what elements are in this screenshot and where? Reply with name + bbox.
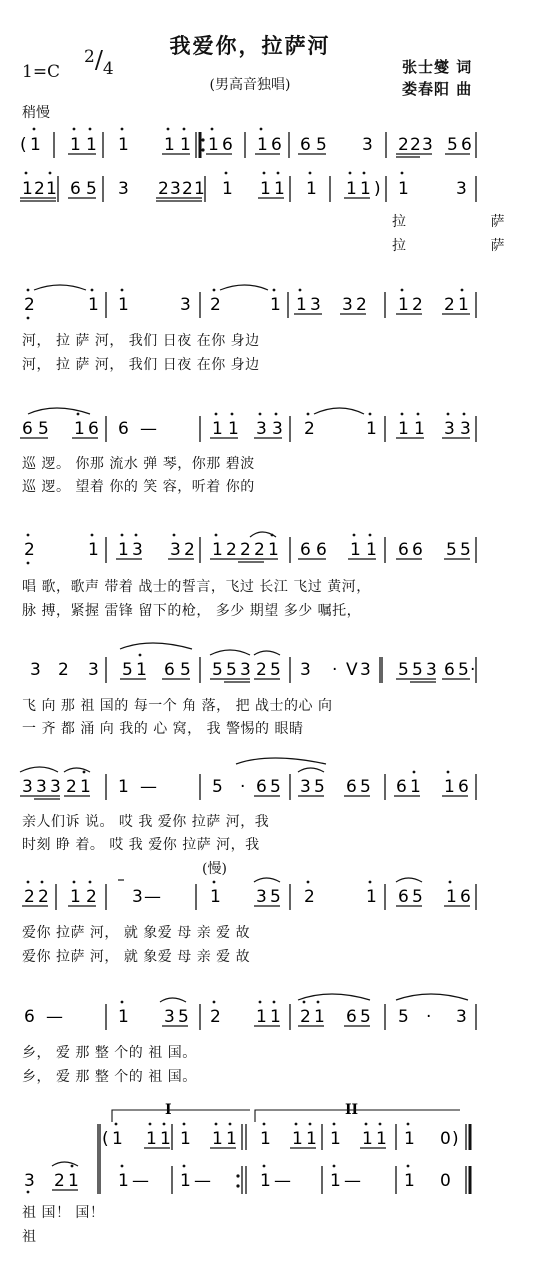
svg-text:1: 1 [74,419,85,439]
svg-text:3: 3 [426,660,437,680]
svg-text:(: ( [20,135,27,155]
staff-system-1 [0,120,500,170]
svg-text:1: 1 [330,1129,341,1149]
lyric-system-5-verse-2: 脉 搏，紧握 雷锋 留下的枪， 多少 期望 多少 嘱托， [22,603,362,619]
svg-text:6: 6 [398,887,409,907]
svg-text:·: · [470,660,476,680]
svg-text:1: 1 [366,419,377,439]
svg-text:5: 5 [412,887,423,907]
svg-text:1: 1 [180,1171,191,1191]
svg-text:1: 1 [376,1129,387,1149]
lyric-system-2-verse-2: 拉 萨 [392,238,544,254]
svg-text:—: — [132,1171,149,1191]
svg-text:1: 1 [260,1171,271,1191]
svg-text:1: 1 [194,179,205,199]
svg-text:1: 1 [260,179,271,199]
svg-text:—: — [140,419,157,439]
svg-text:6: 6 [24,1007,35,1027]
svg-text:1: 1 [410,777,421,797]
svg-text:2: 2 [34,179,45,199]
svg-text:2: 2 [24,887,35,907]
svg-text:1: 1 [306,1129,317,1149]
svg-text:2: 2 [66,777,77,797]
svg-text:1: 1 [136,660,147,680]
svg-text:5: 5 [412,660,423,680]
svg-text:1: 1 [228,419,239,439]
svg-text:1: 1 [212,1129,223,1149]
svg-text:1: 1 [210,887,221,907]
svg-text:2: 2 [398,135,409,155]
lyric-system-9-verse-1: 乡， 爱 那 整 个的 祖 国。 [22,1045,197,1061]
svg-text:1: 1 [46,179,57,199]
svg-text:1: 1 [306,179,317,199]
svg-text:2: 2 [410,135,421,155]
svg-text:2: 2 [184,540,195,560]
svg-text:1: 1 [118,1171,129,1191]
svg-text:3: 3 [300,777,311,797]
svg-text:1: 1 [398,295,409,315]
svg-text:—: — [144,887,161,907]
svg-text:5: 5 [447,135,458,155]
svg-text:1: 1 [118,540,129,560]
time-signature-bottom: 4 [102,59,114,79]
svg-text:1: 1 [118,1007,129,1027]
lyric-system-3-verse-1: 河， 拉 萨 河， 我们 日夜 在你 身边 [22,333,260,349]
svg-text:—: — [46,1007,63,1027]
svg-text:5: 5 [458,660,469,680]
svg-text:1: 1 [360,179,371,199]
lyric-system-10-verse-2: 祖 [22,1229,37,1245]
svg-text:1: 1 [366,540,377,560]
svg-text:6: 6 [458,777,469,797]
svg-text:6: 6 [346,777,357,797]
svg-text:6: 6 [300,540,311,560]
svg-text:1: 1 [22,179,33,199]
svg-text:5: 5 [316,135,327,155]
svg-text:6: 6 [460,887,471,907]
svg-text:3: 3 [456,179,467,199]
svg-text:1: 1 [256,1007,267,1027]
svg-text:5: 5 [314,777,325,797]
song-subtitle: (男高音独唱) [209,77,291,93]
svg-text:1: 1 [257,135,268,155]
svg-text:1: 1 [118,135,129,155]
svg-text:6: 6 [256,777,267,797]
svg-text:5: 5 [398,660,409,680]
staff-system-6 [0,645,500,690]
svg-text:1: 1 [70,887,81,907]
svg-text:): ) [452,1129,459,1149]
svg-text:1: 1 [292,1129,303,1149]
lyricist-credit: 张士燮 词 [402,58,473,76]
svg-text:6: 6 [300,135,311,155]
svg-text:—: — [140,777,157,797]
lyric-system-5-verse-1: 唱 歌，歌声 带着 战士的誓言，飞过 长江 飞过 黄河， [22,579,371,595]
svg-text:5: 5 [460,540,471,560]
svg-text:1: 1 [362,1129,373,1149]
svg-text:3: 3 [36,777,47,797]
svg-text:6: 6 [316,540,327,560]
svg-text:1: 1 [414,419,425,439]
svg-text:3: 3 [88,660,99,680]
svg-text:1: 1 [296,295,307,315]
staff-system-4 [0,404,500,449]
staff-system-7 [0,762,500,807]
time-signature-top: 2 [84,47,95,67]
svg-text:2: 2 [182,179,193,199]
tempo-change-marking: (慢) [202,861,227,877]
svg-text:1: 1 [164,135,175,155]
key-signature: 1=C [22,62,61,82]
svg-text:3: 3 [444,419,455,439]
svg-text:2: 2 [254,540,265,560]
svg-text:1: 1 [270,1007,281,1027]
svg-text:3: 3 [360,660,371,680]
svg-text:1: 1 [226,1129,237,1149]
svg-text:3: 3 [170,179,181,199]
svg-text:3: 3 [24,1171,35,1191]
svg-text:1: 1 [314,1007,325,1027]
svg-text:3: 3 [132,887,143,907]
lyric-system-6-verse-2: 一 齐 都 涌 向 我的 心 窝， 我 警惕的 眼睛 [22,721,304,737]
svg-text:6: 6 [396,777,407,797]
svg-text:3: 3 [22,777,33,797]
svg-text:1: 1 [268,540,279,560]
svg-text:1: 1 [350,540,361,560]
lyric-system-4-verse-1: 巡 逻。 你那 流水 弹 琴，你那 碧波 [22,456,255,472]
svg-text:2: 2 [86,887,97,907]
lyric-system-7-verse-2: 时刻 睁 着。 哎 我 爱你 拉萨 河，我 [22,837,260,853]
staff-system-9 [0,992,500,1037]
svg-text:1: 1 [404,1171,415,1191]
svg-text:2: 2 [444,295,455,315]
svg-text:5: 5 [212,660,223,680]
staff-system-5 [0,525,500,570]
svg-text:1: 1 [330,1171,341,1191]
svg-text:6: 6 [22,419,33,439]
lyric-system-2-verse-1: 拉 萨 [392,214,544,230]
volta-2-label: II [345,1102,359,1118]
svg-text:1: 1 [118,295,129,315]
svg-text:1: 1 [212,540,223,560]
svg-text:V: V [346,660,358,680]
svg-text:1: 1 [458,295,469,315]
svg-text:3: 3 [422,135,433,155]
svg-text:3: 3 [118,179,129,199]
svg-text:3: 3 [240,660,251,680]
svg-text:): ) [374,179,381,199]
svg-text:2: 2 [58,660,69,680]
svg-text:1: 1 [80,777,91,797]
svg-text:1: 1 [346,179,357,199]
svg-text:5: 5 [86,179,97,199]
svg-text:2: 2 [210,295,221,315]
svg-text:6: 6 [118,419,129,439]
svg-text:3: 3 [456,1007,467,1027]
lyric-system-4-verse-2: 巡 逻。 望着 你的 笑 容，听着 你的 [22,479,255,495]
svg-text:1: 1 [112,1129,123,1149]
svg-text:(: ( [102,1129,109,1149]
svg-text:1: 1 [222,179,233,199]
svg-text:5: 5 [270,660,281,680]
svg-text:5: 5 [360,777,371,797]
svg-text:1: 1 [398,419,409,439]
svg-text:5: 5 [270,887,281,907]
svg-text:·: · [426,1007,432,1027]
svg-text:6: 6 [444,660,455,680]
svg-text:2: 2 [304,887,315,907]
svg-text:1: 1 [30,135,41,155]
svg-text:3: 3 [256,887,267,907]
time-signature: 2/4 [84,46,114,79]
svg-text:6: 6 [70,179,81,199]
svg-text:2: 2 [24,540,35,560]
svg-text:2: 2 [38,887,49,907]
svg-text:1: 1 [398,179,409,199]
svg-text:1: 1 [180,1129,191,1149]
svg-text:0: 0 [440,1129,451,1149]
svg-text:6: 6 [346,1007,357,1027]
svg-text:1: 1 [274,179,285,199]
volta-1-label: I [165,1102,172,1118]
lyric-system-7-verse-1: 亲人们诉 说。 哎 我 爱你 拉萨 河，我 [22,814,270,830]
svg-text:2: 2 [24,295,35,315]
svg-text:1: 1 [88,295,99,315]
svg-text:—: — [344,1171,361,1191]
svg-text:1: 1 [160,1129,171,1149]
svg-text:1: 1 [444,777,455,797]
svg-text:3: 3 [362,135,373,155]
lyric-system-9-verse-2: 乡， 爱 那 整 个的 祖 国。 [22,1069,197,1085]
svg-text:5: 5 [178,1007,189,1027]
svg-text:1: 1 [146,1129,157,1149]
svg-text:2: 2 [304,419,315,439]
svg-text:5: 5 [122,660,133,680]
svg-text:6: 6 [222,135,233,155]
svg-text:1: 1 [180,135,191,155]
svg-text:3: 3 [300,660,311,680]
svg-text:1: 1 [68,1171,79,1191]
svg-text:1: 1 [366,887,377,907]
svg-text:6: 6 [398,540,409,560]
svg-text:2: 2 [240,540,251,560]
svg-text:3: 3 [272,419,283,439]
svg-text:3: 3 [180,295,191,315]
svg-text:3: 3 [50,777,61,797]
svg-text:1: 1 [86,135,97,155]
svg-text:6: 6 [412,540,423,560]
svg-text:1: 1 [70,135,81,155]
svg-text:2: 2 [210,1007,221,1027]
svg-text:3: 3 [170,540,181,560]
svg-text:3: 3 [164,1007,175,1027]
svg-text:·: · [240,777,246,797]
svg-text:1: 1 [208,135,219,155]
composer-credit: 娄春阳 曲 [402,80,473,98]
notes-system-1 [20,128,472,155]
svg-text:3: 3 [30,660,41,680]
svg-text:3: 3 [256,419,267,439]
staff-system-8 [0,872,500,917]
svg-text:3: 3 [132,540,143,560]
svg-text:5: 5 [446,540,457,560]
svg-text:3: 3 [342,295,353,315]
lyric-system-10-verse-1: 祖 国！ 国！ [22,1205,105,1221]
lyric-system-6-verse-1: 飞 向 那 祖 国的 每一个 角 落， 把 战士的心 向 [22,698,333,714]
lyric-system-3-verse-2: 河， 拉 萨 河， 我们 日夜 在你 身边 [22,357,260,373]
staff-system-2 [0,170,500,215]
svg-text:2: 2 [226,540,237,560]
svg-text:2: 2 [356,295,367,315]
svg-text:2: 2 [256,660,267,680]
lyric-system-8-verse-2: 爱你 拉萨 河， 就 象爱 母 亲 爱 故 [22,949,251,965]
staff-system-3 [0,282,500,327]
svg-text:6: 6 [461,135,472,155]
svg-text:5: 5 [180,660,191,680]
svg-text:5: 5 [226,660,237,680]
svg-text:1: 1 [270,295,281,315]
svg-text:1: 1 [212,419,223,439]
svg-text:5: 5 [270,777,281,797]
svg-text:1: 1 [118,777,129,797]
svg-text:6: 6 [164,660,175,680]
svg-text:5: 5 [212,777,223,797]
staff-system-10 [0,1100,500,1200]
svg-text:·: · [332,660,338,680]
svg-text:1: 1 [260,1129,271,1149]
svg-text:—: — [194,1171,211,1191]
svg-text:6: 6 [271,135,282,155]
song-title: 我爱你，拉萨河 [169,33,331,58]
svg-text:2: 2 [300,1007,311,1027]
svg-text:3: 3 [310,295,321,315]
svg-text:2: 2 [54,1171,65,1191]
svg-text:5: 5 [360,1007,371,1027]
svg-text:1: 1 [88,540,99,560]
svg-text:2: 2 [412,295,423,315]
tempo-marking: 稍慢 [22,105,50,121]
svg-text:3: 3 [460,419,471,439]
svg-text:6: 6 [88,419,99,439]
svg-text:5: 5 [398,1007,409,1027]
svg-text:0: 0 [440,1171,451,1191]
svg-text:1: 1 [446,887,457,907]
svg-text:—: — [274,1171,291,1191]
svg-text:2: 2 [158,179,169,199]
lyric-system-8-verse-1: 爱你 拉萨 河， 就 象爱 母 亲 爱 故 [22,925,251,941]
svg-text:1: 1 [404,1129,415,1149]
svg-text:5: 5 [38,419,49,439]
